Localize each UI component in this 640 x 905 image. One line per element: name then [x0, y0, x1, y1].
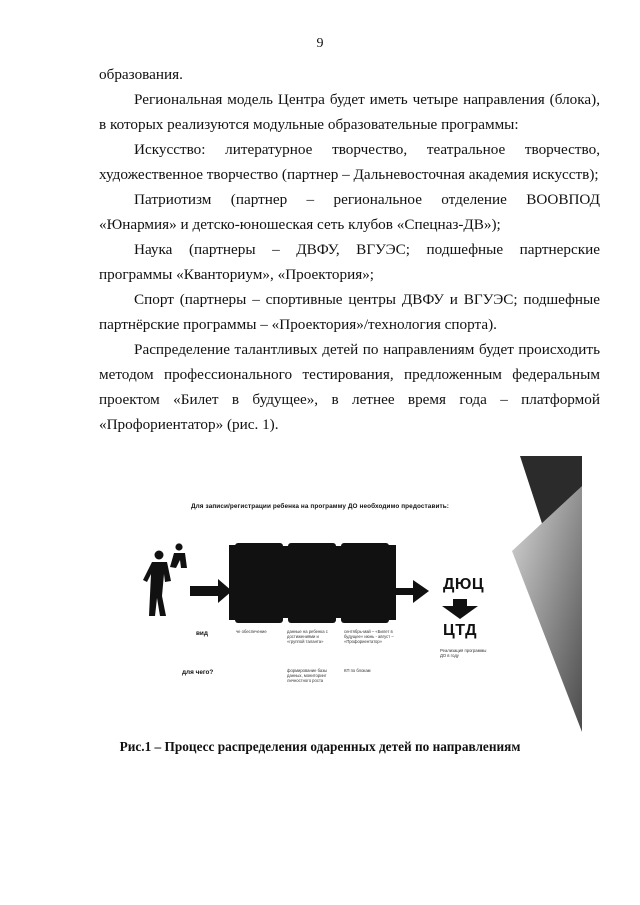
diagram-graphics [140, 456, 582, 732]
arrow-right-icon-2 [394, 580, 429, 603]
parent-child-icon [143, 543, 187, 616]
label-dyuc: ДЮЦ [443, 576, 485, 593]
paragraph-intro: Региональная модель Центра будет иметь четыре направления (блока), в которых реализуются модульные образовательные программы: [99, 91, 600, 133]
col-note-2: КП по блокам [344, 668, 371, 673]
page-number: 9 [316, 36, 324, 51]
paragraph-patriotism: Патриотизм (партнер – региональное отделение ВООВПОД «Юнармия» и детско-юношеская сеть клубов «Спецназ-ДВ»); [99, 191, 600, 233]
row-label-type: вид [196, 630, 208, 637]
arrow-down-icon [442, 599, 478, 619]
figure-caption: Рис.1 – Процесс распределения одаренных детей по направлениям [119, 739, 521, 754]
process-blocks [229, 543, 396, 623]
col-label-2: данные на ребенка с достижениями и «группой таланта» [287, 629, 328, 644]
paragraph-art: Искусство: литературное творчество, театральное творчество, художественное творчество (партнер – Дальневосточная академия искусств); [99, 141, 600, 183]
arrow-right-icon [190, 579, 232, 603]
figure-process-diagram [140, 456, 582, 732]
col-label-1: че обеспечение [236, 629, 267, 634]
paragraph-sport: Спорт (партнеры – спортивные центры ДВФУ и ВГУЭС; подшефные партнёрские программы – «Проектория»/технология спорта). [99, 291, 600, 333]
body-text [99, 62, 600, 437]
paragraph-science: Наука (партнеры – ДВФУ, ВГУЭС; подшефные партнерские программы «Кванториум», «Проектория»; [99, 241, 600, 283]
row-label-purpose: для чего? [182, 669, 214, 676]
right-note: Реализация программы ДО в году [440, 648, 487, 658]
figure-heading: Для записи/регистрации ребенка на программу ДО необходимо предоставить: [190, 503, 449, 510]
col-note-1: формирование базы данных, мониторинг личностного роста [287, 668, 328, 683]
label-ctd: ЦТД [443, 622, 477, 639]
decor-triangle-gradient [512, 486, 582, 732]
paragraph-continuation: образования. [99, 66, 183, 83]
paragraph-distribution: Распределение талантливых детей по направлениям будет происходить методом профессионального тестирования, предложенным федеральным проектом «Билет в будущее», в летнее время года – платформой «Профориентатор» (рис. 1). [99, 341, 600, 433]
col-label-3: сентябрь-май – «Билет в будущее» июнь - август – «Профориентатор» [344, 629, 394, 644]
